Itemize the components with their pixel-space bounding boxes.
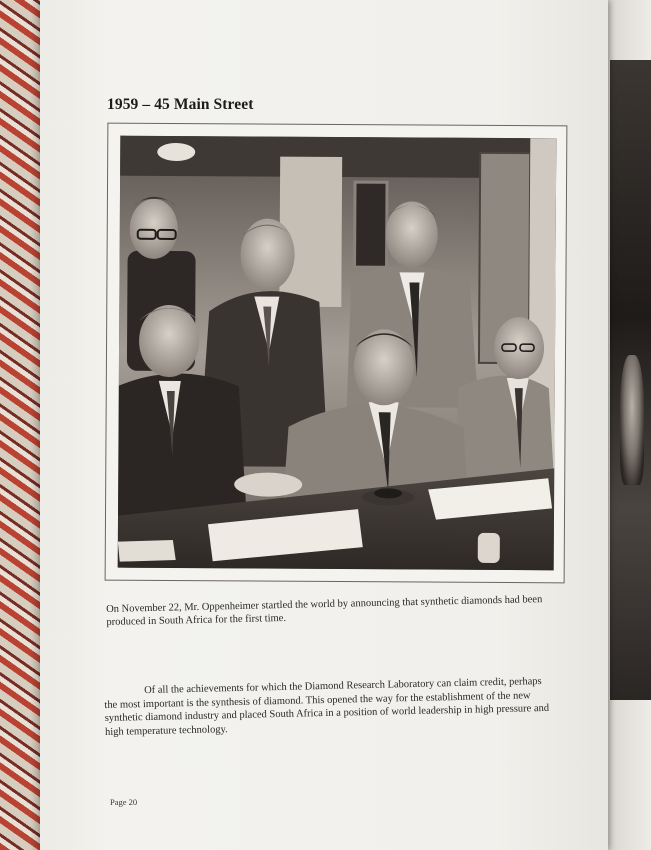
page-number: Page 20: [110, 797, 138, 807]
facing-page-face: [620, 355, 644, 485]
body-paragraph: Of all the achievements for which the Diamond Research Laboratory can claim credit, perhaps the most important is the synthesis of diamond. This opened the way for the establishment of the new synthetic diamond industry and placed South Africa in a position of world leadership in high pressure and high temperature technology.: [104, 676, 550, 738]
group-photo: [118, 136, 557, 571]
microphone: [478, 533, 500, 563]
man-seated-right-suit: [454, 375, 555, 483]
man-seated-left-face: [139, 305, 199, 377]
pillar: [279, 157, 342, 307]
man-centre-face: [240, 218, 294, 290]
man-back-left-face: [130, 199, 178, 259]
wall-portrait: [355, 182, 388, 267]
photo-illustration: [118, 136, 557, 571]
page-heading: 1959 – 45 Main Street: [107, 96, 254, 113]
photo-caption: On November 22, Mr. Oppenheimer startled the world by announcing that synthetic diamonds had been produced in South Africa for the first time.: [106, 594, 543, 628]
